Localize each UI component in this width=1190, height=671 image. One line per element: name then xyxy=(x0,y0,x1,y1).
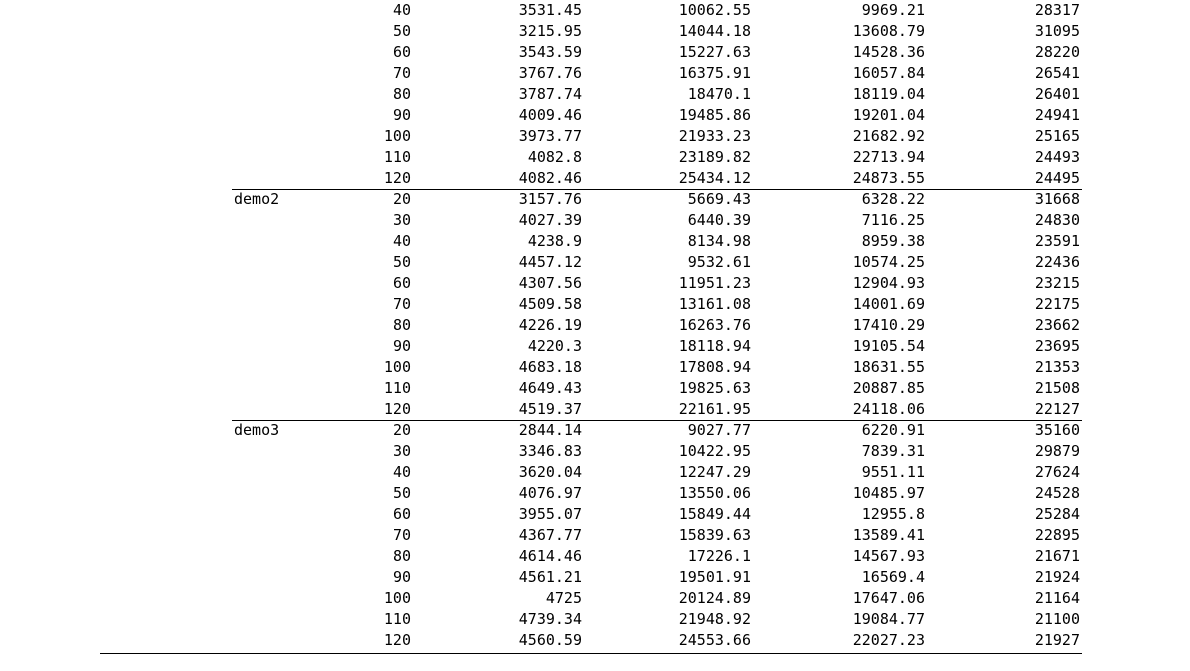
table-cell-x: 70 xyxy=(392,526,411,544)
table-row xyxy=(0,441,1190,462)
table-cell-x: 90 xyxy=(392,337,411,355)
table-cell-b: 17808.94 xyxy=(678,358,751,376)
table-cell-x: 80 xyxy=(392,85,411,103)
table-cell-c: 22713.94 xyxy=(852,148,925,166)
table-cell-a: 3767.76 xyxy=(518,64,582,82)
table-cell-a: 4076.97 xyxy=(518,484,582,502)
table-cell-d: 31095 xyxy=(1034,22,1080,40)
table-cell-c: 16057.84 xyxy=(852,64,925,82)
table-cell-b: 18470.1 xyxy=(687,85,751,103)
table-cell-a: 4027.39 xyxy=(518,211,582,229)
table-cell-c: 17410.29 xyxy=(852,316,925,334)
table-cell-b: 9027.77 xyxy=(687,421,751,439)
table-cell-x: 60 xyxy=(392,505,411,523)
table-cell-c: 6220.91 xyxy=(861,421,925,439)
table-cell-d: 26401 xyxy=(1034,85,1080,103)
table-cell-x: 50 xyxy=(392,253,411,271)
table-cell-d: 24528 xyxy=(1034,484,1080,502)
table-cell-d: 28220 xyxy=(1034,43,1080,61)
table-cell-c: 19084.77 xyxy=(852,610,925,628)
table-row xyxy=(0,525,1190,546)
table-cell-x: 60 xyxy=(392,274,411,292)
table-cell-d: 24493 xyxy=(1034,148,1080,166)
table-row xyxy=(0,567,1190,588)
table-cell-a: 4238.9 xyxy=(527,232,582,250)
table-cell-c: 12955.8 xyxy=(861,505,925,523)
table-cell-a: 4739.34 xyxy=(518,610,582,628)
table-cell-a: 4082.8 xyxy=(527,148,582,166)
table-cell-c: 10485.97 xyxy=(852,484,925,502)
table-cell-a: 4560.59 xyxy=(518,631,582,649)
table-cell-b: 9532.61 xyxy=(687,253,751,271)
table-cell-c: 7839.31 xyxy=(861,442,925,460)
table-cell-x: 80 xyxy=(392,316,411,334)
table-cell-b: 8134.98 xyxy=(687,232,751,250)
table-cell-a: 4614.46 xyxy=(518,547,582,565)
table-cell-c: 13608.79 xyxy=(852,22,925,40)
table-cell-b: 14044.18 xyxy=(678,22,751,40)
table-cell-d: 23591 xyxy=(1034,232,1080,250)
table-row xyxy=(0,147,1190,168)
table-cell-c: 14001.69 xyxy=(852,295,925,313)
table-cell-x: 90 xyxy=(392,106,411,124)
table-cell-x: 20 xyxy=(392,190,411,208)
table-cell-b: 16375.91 xyxy=(678,64,751,82)
table-row xyxy=(0,210,1190,231)
table-cell-x: 110 xyxy=(383,379,411,397)
table-cell-c: 14528.36 xyxy=(852,43,925,61)
table-cell-d: 21164 xyxy=(1034,589,1080,607)
table-cell-c: 16569.4 xyxy=(861,568,925,586)
table-cell-c: 21682.92 xyxy=(852,127,925,145)
table-cell-b: 23189.82 xyxy=(678,148,751,166)
table-cell-c: 19201.04 xyxy=(852,106,925,124)
table-cell-b: 19485.86 xyxy=(678,106,751,124)
table-cell-c: 18119.04 xyxy=(852,85,925,103)
table-cell-x: 120 xyxy=(383,169,411,187)
table-cell-c: 9551.11 xyxy=(861,463,925,481)
table-cell-b: 19501.91 xyxy=(678,568,751,586)
table-cell-x: 20 xyxy=(392,421,411,439)
table-cell-a: 4683.18 xyxy=(518,358,582,376)
table-row xyxy=(0,252,1190,273)
table-row xyxy=(0,294,1190,315)
table-row xyxy=(0,126,1190,147)
table-bottom-rule xyxy=(100,653,1082,654)
table-cell-x: 40 xyxy=(392,232,411,250)
table-cell-a: 3543.59 xyxy=(518,43,582,61)
table-cell-x: 30 xyxy=(392,211,411,229)
table-cell-b: 11951.23 xyxy=(678,274,751,292)
table-cell-b: 10422.95 xyxy=(678,442,751,460)
table-cell-d: 23662 xyxy=(1034,316,1080,334)
table-cell-c: 18631.55 xyxy=(852,358,925,376)
table-cell-c: 12904.93 xyxy=(852,274,925,292)
table-row xyxy=(0,399,1190,420)
table-cell-b: 17226.1 xyxy=(687,547,751,565)
table-cell-a: 4009.46 xyxy=(518,106,582,124)
table-cell-a: 4457.12 xyxy=(518,253,582,271)
table-cell-d: 35160 xyxy=(1034,421,1080,439)
table-cell-b: 13161.08 xyxy=(678,295,751,313)
table-cell-x: 100 xyxy=(383,358,411,376)
table-cell-c: 24873.55 xyxy=(852,169,925,187)
table-cell-b: 16263.76 xyxy=(678,316,751,334)
table-cell-a: 4226.19 xyxy=(518,316,582,334)
table-cell-d: 27624 xyxy=(1034,463,1080,481)
table-cell-c: 17647.06 xyxy=(852,589,925,607)
table-cell-d: 23215 xyxy=(1034,274,1080,292)
table-row xyxy=(0,189,1190,210)
group-label: demo2 xyxy=(234,190,280,208)
table-cell-c: 13589.41 xyxy=(852,526,925,544)
table-cell-x: 30 xyxy=(392,442,411,460)
table-cell-a: 4519.37 xyxy=(518,400,582,418)
table-cell-x: 70 xyxy=(392,295,411,313)
table-cell-a: 4082.46 xyxy=(518,169,582,187)
table-cell-b: 15849.44 xyxy=(678,505,751,523)
table-row xyxy=(0,231,1190,252)
table-cell-c: 10574.25 xyxy=(852,253,925,271)
table-cell-b: 15227.63 xyxy=(678,43,751,61)
table-cell-x: 70 xyxy=(392,64,411,82)
table-cell-x: 100 xyxy=(383,127,411,145)
table-row xyxy=(0,630,1190,651)
table-cell-a: 4367.77 xyxy=(518,526,582,544)
table-cell-x: 50 xyxy=(392,22,411,40)
table-cell-b: 25434.12 xyxy=(678,169,751,187)
table-cell-x: 80 xyxy=(392,547,411,565)
table-cell-d: 21671 xyxy=(1034,547,1080,565)
table-cell-a: 3973.77 xyxy=(518,127,582,145)
table-cell-a: 4307.56 xyxy=(518,274,582,292)
table-row xyxy=(0,462,1190,483)
table-cell-d: 26541 xyxy=(1034,64,1080,82)
table-cell-d: 24495 xyxy=(1034,169,1080,187)
table-cell-d: 25284 xyxy=(1034,505,1080,523)
table-cell-x: 120 xyxy=(383,631,411,649)
table-cell-a: 3346.83 xyxy=(518,442,582,460)
table-cell-b: 21933.23 xyxy=(678,127,751,145)
table-cell-a: 4561.21 xyxy=(518,568,582,586)
table-row xyxy=(0,420,1190,441)
table-cell-b: 10062.55 xyxy=(678,1,751,19)
table-cell-a: 2844.14 xyxy=(518,421,582,439)
table-cell-x: 40 xyxy=(392,463,411,481)
table-cell-d: 21927 xyxy=(1034,631,1080,649)
table-cell-a: 3787.74 xyxy=(518,85,582,103)
table-cell-d: 22175 xyxy=(1034,295,1080,313)
table-cell-x: 40 xyxy=(392,1,411,19)
group-label: demo3 xyxy=(234,421,280,439)
table-row xyxy=(0,0,1190,21)
table-cell-x: 60 xyxy=(392,43,411,61)
table-cell-d: 22895 xyxy=(1034,526,1080,544)
table-cell-b: 24553.66 xyxy=(678,631,751,649)
table-cell-a: 3157.76 xyxy=(518,190,582,208)
table-cell-a: 3215.95 xyxy=(518,22,582,40)
table-cell-d: 21353 xyxy=(1034,358,1080,376)
table-cell-d: 24830 xyxy=(1034,211,1080,229)
table-cell-b: 22161.95 xyxy=(678,400,751,418)
table-row xyxy=(0,273,1190,294)
table-cell-b: 19825.63 xyxy=(678,379,751,397)
table-cell-b: 6440.39 xyxy=(687,211,751,229)
table-cell-x: 50 xyxy=(392,484,411,502)
table-cell-b: 5669.43 xyxy=(687,190,751,208)
table-cell-d: 22436 xyxy=(1034,253,1080,271)
table-row xyxy=(0,315,1190,336)
table-cell-c: 8959.38 xyxy=(861,232,925,250)
table-row xyxy=(0,357,1190,378)
table-cell-b: 13550.06 xyxy=(678,484,751,502)
table-cell-x: 100 xyxy=(383,589,411,607)
table-cell-c: 6328.22 xyxy=(861,190,925,208)
table-row xyxy=(0,378,1190,399)
table-row xyxy=(0,21,1190,42)
table-row xyxy=(0,63,1190,84)
table-cell-x: 110 xyxy=(383,148,411,166)
table-row xyxy=(0,105,1190,126)
table-row xyxy=(0,546,1190,567)
table-cell-a: 4220.3 xyxy=(527,337,582,355)
table-row xyxy=(0,42,1190,63)
table-cell-b: 21948.92 xyxy=(678,610,751,628)
table-cell-c: 14567.93 xyxy=(852,547,925,565)
table-cell-a: 4509.58 xyxy=(518,295,582,313)
table-cell-d: 21100 xyxy=(1034,610,1080,628)
table-cell-c: 19105.54 xyxy=(852,337,925,355)
table-cell-x: 90 xyxy=(392,568,411,586)
table-cell-d: 29879 xyxy=(1034,442,1080,460)
table-cell-a: 3620.04 xyxy=(518,463,582,481)
table-cell-a: 4649.43 xyxy=(518,379,582,397)
table-cell-d: 25165 xyxy=(1034,127,1080,145)
table-cell-d: 31668 xyxy=(1034,190,1080,208)
table-cell-d: 23695 xyxy=(1034,337,1080,355)
table-cell-b: 12247.29 xyxy=(678,463,751,481)
table-cell-x: 110 xyxy=(383,610,411,628)
table-cell-c: 20887.85 xyxy=(852,379,925,397)
table-cell-c: 7116.25 xyxy=(861,211,925,229)
table-cell-b: 18118.94 xyxy=(678,337,751,355)
table-cell-x: 120 xyxy=(383,400,411,418)
table-cell-a: 4725 xyxy=(545,589,582,607)
table-row xyxy=(0,609,1190,630)
table-row xyxy=(0,168,1190,189)
table-cell-a: 3531.45 xyxy=(518,1,582,19)
table-cell-d: 24941 xyxy=(1034,106,1080,124)
table-row xyxy=(0,84,1190,105)
table-cell-d: 21924 xyxy=(1034,568,1080,586)
table-cell-a: 3955.07 xyxy=(518,505,582,523)
table-cell-d: 22127 xyxy=(1034,400,1080,418)
table-row xyxy=(0,504,1190,525)
table-row xyxy=(0,483,1190,504)
table-cell-d: 28317 xyxy=(1034,1,1080,19)
table-cell-c: 9969.21 xyxy=(861,1,925,19)
table-row xyxy=(0,588,1190,609)
table-cell-d: 21508 xyxy=(1034,379,1080,397)
table-cell-b: 20124.89 xyxy=(678,589,751,607)
table-cell-c: 22027.23 xyxy=(852,631,925,649)
table-cell-b: 15839.63 xyxy=(678,526,751,544)
table-cell-c: 24118.06 xyxy=(852,400,925,418)
table-row xyxy=(0,336,1190,357)
